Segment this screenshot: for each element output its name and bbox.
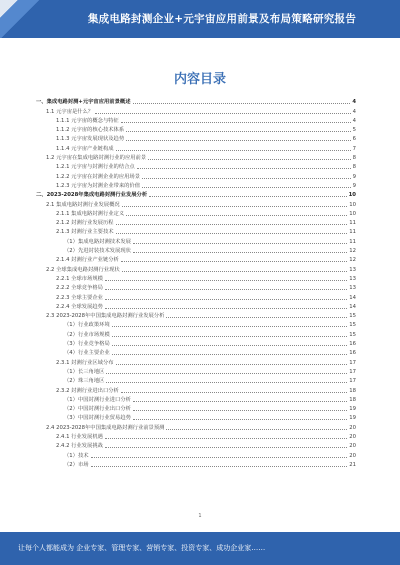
toc-leader-dots	[105, 438, 347, 439]
toc-leader-dots	[112, 345, 348, 346]
toc-entry-page: 20	[349, 443, 356, 450]
toc-entry-label: （3）行业竞争格局	[64, 341, 110, 348]
toc-entry[interactable]	[36, 376, 356, 385]
toc-leader-dots	[112, 354, 348, 355]
toc-entry-label: 2.1.1 集成电路封测行业定义	[56, 210, 125, 217]
toc-leader-dots	[133, 252, 347, 253]
toc-entry-label: 2.2.3 全球主要企业	[56, 294, 103, 301]
footer-slogan: 让每个人都能成为 企业专家、管理专家、营销专家、投资专家、成功企业家……	[18, 544, 266, 552]
toc-entry-page: 9	[352, 182, 356, 189]
toc-entry[interactable]	[36, 227, 356, 236]
toc-leader-dots	[133, 410, 347, 411]
toc-leader-dots	[122, 206, 348, 207]
toc-entry-page: 21	[349, 461, 356, 468]
toc-entry[interactable]	[36, 181, 356, 190]
toc-leader-dots	[91, 457, 348, 458]
toc-leader-dots	[133, 243, 347, 244]
toc-entry-page: 14	[349, 294, 356, 301]
toc-entry-label: 2.3 2023-2028年中国集成电路封测行业发展分析	[46, 313, 165, 320]
toc-entry[interactable]	[36, 190, 356, 199]
toc-entry-page: 4	[352, 117, 356, 124]
toc-entry-label: 2.2.1 全球市场规模	[56, 275, 103, 282]
toc-entry-page: 18	[349, 396, 356, 403]
toc-entry-page: 19	[349, 415, 356, 422]
toc-entry[interactable]	[36, 199, 356, 208]
toc-entry-label: （2）先进封装技术发展现状	[64, 248, 131, 255]
toc-leader-dots	[142, 178, 351, 179]
toc-entry[interactable]	[36, 348, 356, 357]
toc-entry-page: 17	[349, 368, 356, 375]
toc-entry-page: 15	[349, 331, 356, 338]
toc-leader-dots	[105, 308, 347, 309]
toc-leader-dots	[112, 326, 348, 327]
toc-entry[interactable]	[36, 395, 356, 404]
toc-entry[interactable]	[36, 329, 356, 338]
toc-entry-label: （2）珠三角地区	[64, 378, 105, 385]
toc-entry-label: 2.3.1 封测行业区域分布	[56, 359, 114, 366]
toc-entry-page: 12	[349, 257, 356, 264]
toc-entry-label: （4）行业主要企业	[64, 350, 110, 357]
toc-leader-dots	[126, 140, 350, 141]
toc-entry-label: 1.1.1 元宇宙的概念与特征	[56, 117, 119, 124]
toc-entry[interactable]	[36, 339, 356, 348]
toc-leader-dots	[149, 196, 346, 197]
toc-leader-dots	[137, 168, 351, 169]
toc-entry[interactable]	[36, 441, 356, 450]
toc-entry-page: 16	[349, 341, 356, 348]
toc-leader-dots	[95, 113, 350, 114]
toc-entry-page: 13	[349, 275, 356, 282]
toc-entry-label: 2.1.3 封测行业主要技术	[56, 229, 114, 236]
toc-leader-dots	[133, 103, 351, 104]
toc-entry-page: 14	[349, 303, 356, 310]
toc-entry[interactable]	[36, 264, 356, 273]
footer-bar	[0, 532, 400, 565]
toc-entry-label: 一、集成电路封测+元宇宙应用前景概述	[36, 99, 131, 106]
toc-leader-dots	[105, 289, 347, 290]
table-of-contents	[36, 97, 356, 469]
toc-entry[interactable]	[36, 97, 356, 106]
toc-entry-label: （1）技术	[64, 452, 89, 459]
toc-entry-label: 2.4.2 行业发展挑战	[56, 443, 103, 450]
toc-entry[interactable]	[36, 460, 356, 469]
toc-leader-dots	[121, 261, 347, 262]
toc-entry[interactable]	[36, 432, 356, 441]
toc-entry[interactable]	[36, 125, 356, 134]
toc-leader-dots	[105, 447, 347, 448]
toc-leader-dots	[133, 419, 347, 420]
toc-leader-dots	[116, 150, 351, 151]
toc-entry-label: 1.1.2 元宇宙的核心技术体系	[56, 127, 125, 134]
toc-leader-dots	[148, 159, 350, 160]
toc-entry-page: 10	[348, 192, 356, 199]
toc-entry-label: （1）集成电路封测技术发展	[64, 238, 131, 245]
toc-entry-page: 7	[352, 145, 356, 152]
toc-entry-label: （1）中国封测行业进口分析	[64, 396, 131, 403]
toc-entry[interactable]	[36, 311, 356, 320]
toc-entry[interactable]	[36, 106, 356, 115]
toc-entry-page: 6	[352, 136, 356, 143]
toc-entry[interactable]	[36, 367, 356, 376]
toc-entry-page: 20	[349, 424, 356, 431]
toc-entry[interactable]	[36, 283, 356, 292]
toc-leader-dots	[121, 392, 347, 393]
toc-leader-dots	[106, 373, 347, 374]
toc-entry-page: 5	[352, 127, 356, 134]
toc-entry-label: 1.2.2 元宇宙在封测企业的应用场景	[56, 173, 141, 180]
toc-entry-label: 1.2.1 元宇宙与封测行业的结合点	[56, 164, 135, 171]
toc-entry[interactable]	[36, 246, 356, 255]
toc-entry-label: 1.2 元宇宙在集成电路封测行业的应用前景	[46, 155, 147, 162]
toc-leader-dots	[133, 401, 347, 402]
toc-entry-label: 2.4.1 行业发展机遇	[56, 433, 103, 440]
toc-leader-dots	[116, 233, 348, 234]
toc-leader-dots	[121, 122, 351, 123]
toc-leader-dots	[91, 466, 348, 467]
toc-entry-page: 17	[349, 359, 356, 366]
toc-entry-label: 1.1.4 元宇宙产业链构成	[56, 145, 114, 152]
toc-entry-label: 2.2.2 全球竞争格局	[56, 285, 103, 292]
toc-entry[interactable]	[36, 302, 356, 311]
toc-entry-label: 2.1.4 封测行业产业链分析	[56, 257, 119, 264]
toc-entry[interactable]	[36, 357, 356, 366]
toc-leader-dots	[116, 364, 348, 365]
toc-entry-page: 11	[349, 220, 356, 227]
toc-entry-label: （2）中国封测行业出口分析	[64, 406, 131, 413]
toc-entry[interactable]	[36, 255, 356, 264]
toc-entry[interactable]	[36, 153, 356, 162]
toc-entry[interactable]	[36, 404, 356, 413]
toc-entry-page: 13	[349, 266, 356, 273]
toc-leader-dots	[126, 215, 347, 216]
toc-entry[interactable]	[36, 320, 356, 329]
toc-leader-dots	[105, 299, 347, 300]
toc-entry-label: （1）长三角地区	[64, 368, 105, 375]
toc-entry-label: 2.4 2023-2028年中国集成电路封测行业前景预测	[46, 424, 165, 431]
toc-entry[interactable]	[36, 209, 356, 218]
toc-entry[interactable]	[36, 171, 356, 180]
toc-entry-label: 2.1 集成电路封测行业发展概况	[46, 201, 120, 208]
toc-entry[interactable]	[36, 162, 356, 171]
toc-entry[interactable]	[36, 292, 356, 301]
toc-entry-page: 15	[349, 322, 356, 329]
toc-entry-page: 9	[352, 173, 356, 180]
toc-entry[interactable]	[36, 422, 356, 431]
toc-leader-dots	[126, 131, 350, 132]
toc-entry-label: 2.2.4 全球发展趋势	[56, 303, 103, 310]
toc-entry-label: 1.1 元宇宙是什么？	[46, 108, 94, 115]
toc-entry-page: 18	[349, 387, 356, 394]
toc-entry[interactable]	[36, 134, 356, 143]
toc-leader-dots	[166, 429, 347, 430]
toc-entry-page: 15	[349, 313, 356, 320]
toc-entry-page: 16	[349, 350, 356, 357]
toc-entry[interactable]	[36, 116, 356, 125]
header-decoration	[0, 0, 60, 38]
toc-leader-dots	[112, 336, 348, 337]
toc-entry[interactable]	[36, 143, 356, 152]
toc-entry[interactable]	[36, 413, 356, 422]
toc-entry-page: 19	[349, 406, 356, 413]
toc-entry-page: 20	[349, 452, 356, 459]
toc-entry-label: 二、2023-2028年集成电路封测行业发展分析	[36, 192, 148, 199]
toc-entry[interactable]	[36, 218, 356, 227]
toc-entry-label: （2）行业市场规模	[64, 331, 110, 338]
toc-entry-page: 8	[352, 164, 356, 171]
toc-heading: 内容目录	[173, 72, 226, 87]
header-bar	[0, 0, 400, 38]
toc-entry-label: （3）中国封测行业贸易趋势	[64, 415, 131, 422]
toc-leader-dots	[142, 187, 351, 188]
toc-entry[interactable]	[36, 385, 356, 394]
toc-entry-page: 13	[349, 285, 356, 292]
toc-entry-page: 8	[352, 155, 356, 162]
toc-entry-label: 2.2 全球集成电路封测行业现状	[46, 266, 120, 273]
page-number: 1	[198, 513, 202, 519]
toc-entry-label: 1.1.3 元宇宙发展现状及趋势	[56, 136, 125, 143]
toc-entry-page: 4	[352, 99, 356, 106]
toc-entry-label: 2.1.2 封测行业发展历程	[56, 220, 114, 227]
toc-entry[interactable]	[36, 236, 356, 245]
toc-entry-page: 10	[349, 210, 356, 217]
toc-leader-dots	[166, 317, 347, 318]
toc-leader-dots	[122, 271, 348, 272]
toc-entry-label: （2）市场	[64, 461, 89, 468]
toc-entry[interactable]	[36, 450, 356, 459]
toc-entry-page: 11	[349, 229, 356, 236]
toc-entry[interactable]	[36, 274, 356, 283]
toc-entry-page: 11	[349, 238, 356, 245]
toc-entry-label: 2.3.2 封测行业进出口分析	[56, 387, 119, 394]
toc-leader-dots	[105, 280, 347, 281]
toc-entry-label: （1）行业政策环境	[64, 322, 110, 329]
toc-entry-page: 20	[349, 433, 356, 440]
toc-entry-label: 1.2.3 元宇宙为封测企业带来的价值	[56, 182, 141, 189]
toc-entry-page: 4	[352, 108, 356, 115]
toc-leader-dots	[106, 382, 347, 383]
toc-entry-page: 17	[349, 378, 356, 385]
toc-entry-page: 10	[349, 201, 356, 208]
toc-leader-dots	[116, 224, 348, 225]
toc-entry-page: 12	[349, 248, 356, 255]
report-title: 集成电路封测企业+元宇宙应用前景及布局策略研究报告	[87, 13, 357, 25]
